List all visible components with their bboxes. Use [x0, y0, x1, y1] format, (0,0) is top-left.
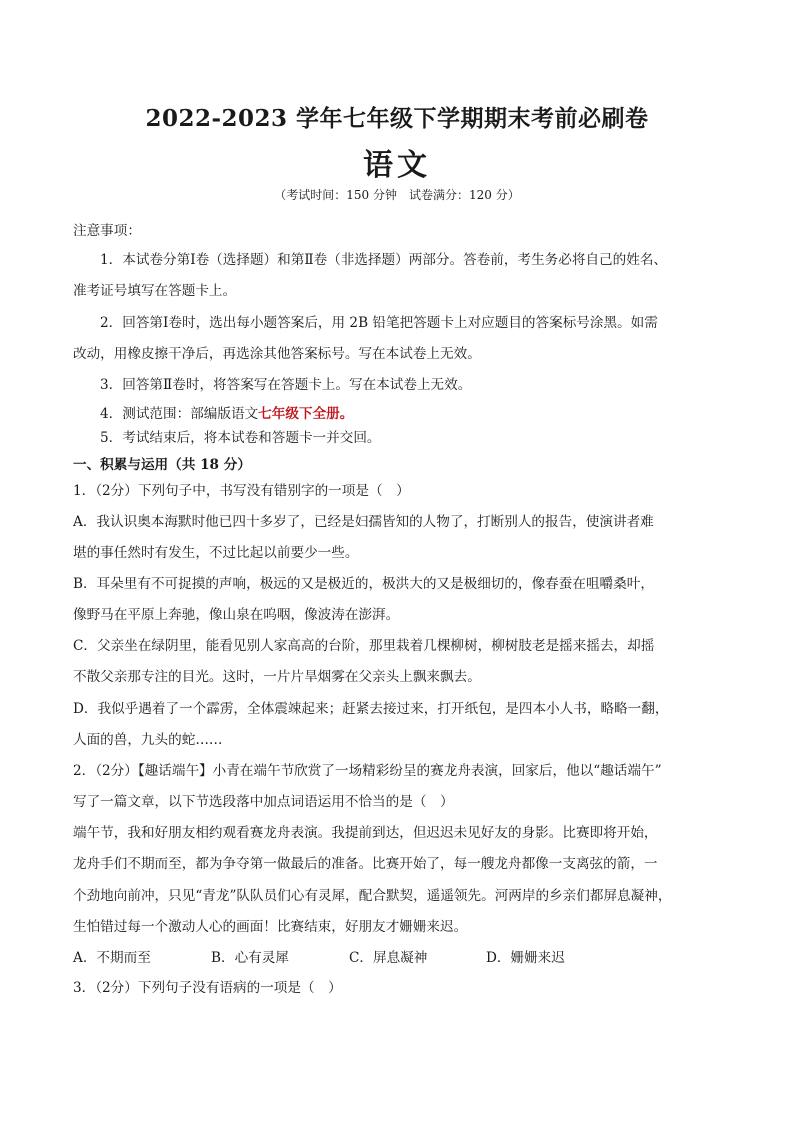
q1-option-a-line-2: 堪的事任然时有发生，不过比起以前要少一些。: [73, 545, 359, 561]
q2-option-c: C．屏息凝神: [349, 950, 428, 966]
q2-passage-line-2: 龙舟手们不期而至，都为争夺第一做最后的准备。比赛开始了，每一艘龙舟都像一支离弦的箭，一: [73, 856, 658, 872]
q1-option-a-line-1: A．我认识奥本海默时他已四十多岁了，已经是妇孺皆知的人物了，打断别人的报告，使演讲者难: [73, 514, 654, 530]
notice-item-3: 3．回答第Ⅱ卷时，将答案写在答题卡上。写在本试卷上无效。: [100, 377, 472, 393]
notice-item-4-text: 4．测试范围：部编版语文: [100, 406, 259, 422]
subject-title: 语文: [363, 148, 431, 183]
q2-option-d: D．姗姗来迟: [486, 950, 565, 966]
q2-passage-line-1: 端午节，我和好朋友相约观看赛龙舟表演。我提前到达，但迟迟未见好友的身影。比赛即将开始，: [73, 825, 658, 841]
q2-option-b: B．心有灵犀: [211, 950, 289, 966]
q2-options-row: [73, 946, 633, 966]
q1-option-c-line-2: 不散父亲那专注的目光。这时，一片片旱烟雾在父亲头上飘来飘去。: [73, 669, 481, 685]
q1-option-d-line-2: 人面的兽，九头的蛇……: [73, 732, 223, 748]
q2-passage-line-4: 生怕错过每一个激动人心的画面！比赛结束，好朋友才姗姗来迟。: [73, 919, 468, 935]
paper-title: 2022-2023 学年七年级下学期期末考前必刷卷: [145, 105, 649, 132]
notice-item-2-line-2: 改动，用橡皮擦干净后，再选涂其他答案标号。写在本试卷上无效。: [73, 346, 481, 362]
q1-option-c-line-1: C．父亲坐在绿阴里，能看见别人家高高的台阶，那里栽着几棵柳树，柳树肢老是摇来摇去，却摇: [73, 638, 655, 654]
notice-item-2-line-1: 2．回答第Ⅰ卷时，选出每小题答案后，用 2B 铅笔把答题卡上对应题目的答案标号涂黑。如需: [100, 315, 658, 331]
exam-info: （考试时间：150 分钟 试卷满分：120 分）: [274, 188, 520, 202]
notice-item-1-line-2: 准考证号填写在答题卡上。: [73, 283, 237, 299]
notice-item-1-line-1: 1．本试卷分第Ⅰ卷（选择题）和第Ⅱ卷（非选择题）两部分。答卷前，考生务必将自己的姓名、: [100, 252, 668, 268]
notice-item-5: 5．考试结束后，将本试卷和答题卡一并交回。: [100, 430, 381, 446]
test-scope-highlight: 七年级下全册。: [258, 406, 354, 422]
notice-heading: 注意事项：: [73, 223, 141, 239]
q3-stem: 3．（2分）下列句子没有语病的一项是（ ）: [73, 980, 342, 996]
q1-option-b-line-2: 像野马在平原上奔驰，像山泉在呜咽，像波涛在澎湃。: [73, 607, 400, 623]
q1-option-d-line-1: D．我似乎遇着了一个霹雳，全体震竦起来；赶紧去接过来，打开纸包，是四本小人书，略略一翻，: [73, 701, 669, 717]
q1-stem: 1．（2分）下列句子中，书写没有错别字的一项是（ ）: [73, 483, 410, 499]
notice-item-4: [100, 402, 353, 422]
q2-passage-line-3: 个劲地向前冲，只见“青龙”队队员们心有灵犀，配合默契，遥遥领先。河两岸的乡亲们都屏息凝神，: [73, 888, 672, 904]
q2-option-a: A．不期而至: [73, 950, 151, 966]
section-heading: 一、积累与运用（共 18 分）: [73, 457, 251, 473]
q2-stem-line-1: 2．（2分）【趣话端午】小青在端午节欣赏了一场精彩纷呈的赛龙舟表演，回家后，他以“趣话端午”: [73, 763, 662, 779]
q1-option-b-line-1: B．耳朵里有不可捉摸的声响，极远的又是极近的，极洪大的又是极细切的，像春蚕在咀嚼桑叶，: [73, 576, 654, 592]
q2-stem-line-2: 写了一篇文章，以下节选段落中加点词语运用不恰当的是（ ）: [73, 794, 454, 810]
